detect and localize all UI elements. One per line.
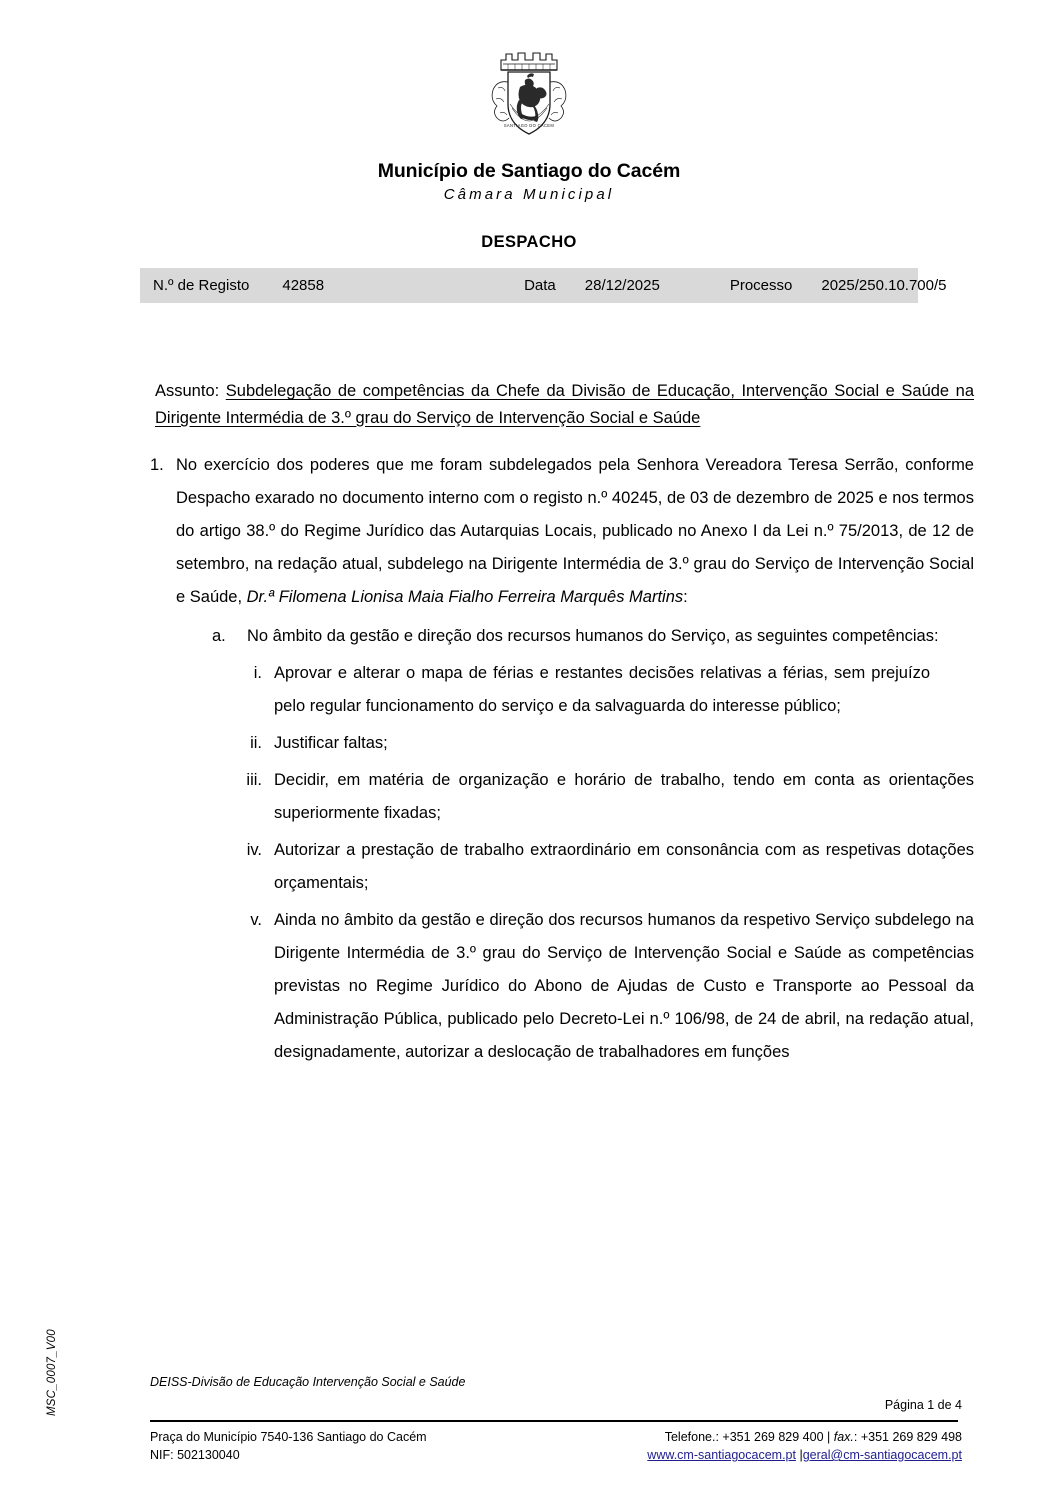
processo-value: 2025/250.10.700/5 bbox=[821, 277, 947, 294]
clause-1-a-i-text-before: Aprovar e alterar o mapa de férias e restantes decisões relativas a férias, sem prejuízo bbox=[274, 664, 930, 683]
clause-1-text bbox=[176, 449, 974, 614]
subject-label: Assunto: bbox=[155, 382, 220, 400]
footer-phone-line bbox=[647, 1428, 962, 1446]
fax-label: fax. bbox=[833, 1430, 854, 1444]
clause-1-a-iii bbox=[228, 764, 974, 830]
footer-address bbox=[150, 1428, 427, 1464]
footer-division-note: DEISS-Divisão de Educação Intervenção Social e Saúde bbox=[150, 1375, 466, 1389]
clause-1-a-iv bbox=[228, 834, 974, 900]
clause-1-part1: No exercício dos poderes que me foram subdelegados pela Senhora Vereadora Teresa Serrão, conforme Despacho exarado no documento interno com o registo n.º 40245, de 03 de dezembro de 2025 e nos termos do artigo 38.º do Regime Jurídico das Autarquias Locais, publicado no Anexo I da Lei n.º 75/2013, de 12 de setembro, na redação atual, subdelego na Dirigente Intermédia de 3.º grau do Serviço de Intervenção Social e Saúde, bbox=[176, 456, 974, 607]
subject-text: Subdelegação de competências da Chefe da Divisão de Educação, Intervenção Social e Saúde na Dirigente Intermédia de 3.º grau do Serviço de Intervenção Social e Saúde bbox=[155, 382, 974, 427]
footer-address-line1: Praça do Município 7540-136 Santiago do Cacém bbox=[150, 1430, 427, 1444]
data-label: Data bbox=[524, 277, 556, 294]
clause-1-a-i-text-after: pelo regular funcionamento do serviço e da salvaguarda do interesse público; bbox=[274, 697, 841, 716]
footer-address-line2: NIF: 502130040 bbox=[150, 1448, 240, 1463]
registo-value: 42858 bbox=[282, 277, 325, 294]
meta-cell-data bbox=[324, 277, 660, 294]
footer-links-line bbox=[647, 1446, 962, 1464]
clause-1-a-iv-text: Autorizar a prestação de trabalho extraordinário em consonância com as respetivas dotações orçamentais; bbox=[274, 841, 974, 893]
clause-1-a-i-marker: i. bbox=[253, 664, 262, 683]
website-link[interactable]: www.cm-santiagocacem.pt bbox=[647, 1448, 796, 1463]
svg-text:SANTIAGO DO CACEM: SANTIAGO DO CACEM bbox=[503, 123, 555, 128]
clause-1-a-i-text bbox=[274, 657, 974, 723]
document-body bbox=[0, 318, 1058, 1069]
clause-1 bbox=[150, 449, 974, 614]
fax-value: : +351 269 829 498 bbox=[853, 1430, 962, 1444]
subject-block bbox=[155, 378, 974, 431]
clause-1-a-ii-text: Justificar faltas; bbox=[274, 734, 388, 753]
clause-1-a-iii-text: Decidir, em matéria de organização e horário de trabalho, tendo em conta as orientações superiormente fixadas; bbox=[274, 771, 974, 823]
clause-1-a-iv-marker: iv. bbox=[246, 841, 262, 860]
phone-label: Telefone.: +351 269 829 400 bbox=[664, 1430, 824, 1444]
clause-1-a-iii-marker: iii. bbox=[246, 771, 262, 790]
form-code-label: MSC_0007_V00 bbox=[46, 1329, 58, 1416]
page-number: Página 1 de 4 bbox=[884, 1398, 962, 1412]
clause-1-delegate-name: Dr.ª Filomena Lionisa Maia Fialho Ferreira Marquês Martins bbox=[246, 588, 684, 607]
meta-cell-registo bbox=[140, 277, 324, 294]
clause-1-a bbox=[212, 620, 974, 653]
coat-of-arms-icon bbox=[481, 42, 577, 150]
email-link[interactable]: geral@cm-santiagocacem.pt bbox=[802, 1448, 962, 1463]
clause-1-marker: 1. bbox=[150, 456, 164, 475]
organization-subtitle: Câmara Municipal bbox=[443, 186, 615, 203]
organization-title: Município de Santiago do Cacém bbox=[377, 160, 681, 182]
document-type-heading: DESPACHO bbox=[481, 233, 577, 251]
processo-label: Processo bbox=[729, 277, 793, 294]
clause-1-a-v-text: Ainda no âmbito da gestão e direção dos recursos humanos da respetivo Serviço subdelego na Dirigente Intermédia de 3.º grau do Serviço de Intervenção Social e Saúde as competências previstas no Regime Jurídico do Abono de Ajudas de Custo e Transporte ao Pessoal da Administração Pública, publicado pelo Decreto-Lei n.º 106/98, de 24 de abril, na redação atual, designadamente, autorizar a deslocação de trabalhadores em funções bbox=[274, 911, 974, 1062]
registo-label: N.º de Registo bbox=[153, 277, 250, 294]
data-value: 28/12/2025 bbox=[584, 277, 660, 294]
footer-divider bbox=[150, 1420, 958, 1422]
document-meta-table bbox=[140, 268, 947, 303]
clause-1-a-v-marker: v. bbox=[250, 911, 262, 930]
clause-1-a-marker: a. bbox=[212, 627, 226, 646]
document-header bbox=[0, 0, 1058, 203]
clause-1-a-ii-marker: ii. bbox=[250, 734, 262, 753]
clause-1-part2: : bbox=[683, 588, 688, 607]
link-separator: | bbox=[795, 1448, 803, 1463]
meta-cell-processo bbox=[660, 277, 947, 294]
phone-separator: | bbox=[823, 1430, 834, 1444]
clause-1-a-text: No âmbito da gestão e direção dos recursos humanos do Serviço, as seguintes competências: bbox=[247, 627, 939, 646]
footer-contacts bbox=[647, 1428, 962, 1464]
clause-1-a-v bbox=[228, 904, 974, 1069]
clause-1-a-ii bbox=[228, 727, 974, 760]
clause-1-a-i bbox=[228, 657, 974, 723]
